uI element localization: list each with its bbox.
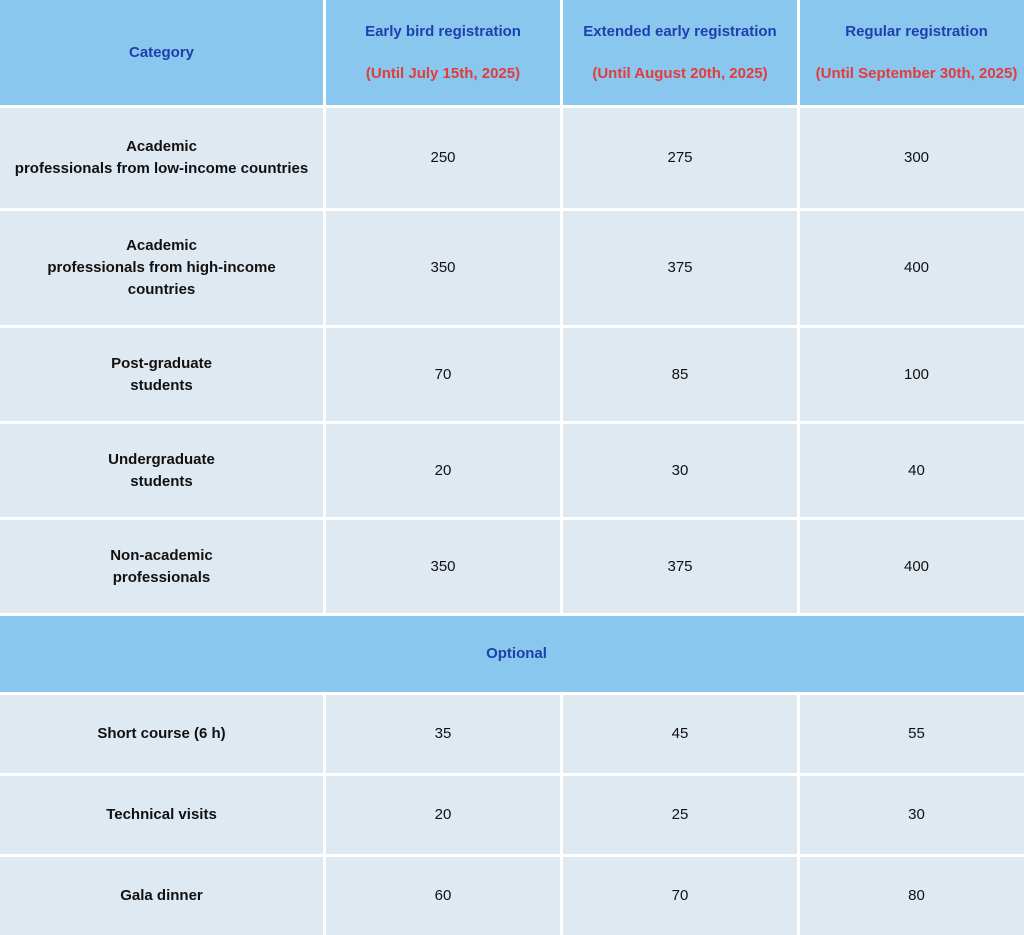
fee-cell: 30: [563, 424, 797, 517]
fee-cell: 20: [326, 424, 560, 517]
header-regular-cell: [800, 0, 1024, 105]
category-line: Short course (6 h): [97, 725, 226, 742]
category-line: professionals from low-income countries: [14, 160, 309, 177]
fee-cell: 35: [326, 695, 560, 773]
fee-cell: 300: [800, 108, 1024, 208]
category-line: students: [130, 472, 193, 490]
category-line: Academic: [126, 138, 197, 155]
header-early-bird-cell: [326, 0, 560, 105]
fee-cell: 25: [563, 776, 797, 854]
category-cell: [0, 695, 323, 773]
fee-cell: 275: [563, 108, 797, 208]
fee-cell: 350: [326, 520, 560, 613]
fee-cell: 400: [800, 211, 1024, 325]
category-line: professionals: [112, 568, 211, 586]
header-category-cell: [0, 0, 323, 105]
fee-cell: 375: [563, 211, 797, 325]
fee-cell: 30: [800, 776, 1024, 854]
category-cell: [0, 520, 323, 613]
category-line: Technical visits: [106, 806, 217, 823]
optional-label: Optional: [486, 645, 547, 662]
category-line: Undergraduate: [108, 450, 215, 468]
category-line: students: [130, 376, 193, 394]
header-extended-cell: [563, 0, 797, 105]
category-line: Post-graduate: [111, 354, 212, 372]
category-line: countries: [127, 281, 196, 298]
header-extended-date: (Until August 20th, 2025): [592, 64, 768, 82]
fee-cell: 375: [563, 520, 797, 613]
fee-cell: 250: [326, 108, 560, 208]
category-cell: [0, 211, 323, 325]
category-cell: [0, 424, 323, 517]
header-category-label: Category: [128, 43, 195, 61]
category-line: Non-academic: [110, 546, 213, 564]
fee-cell: 55: [800, 695, 1024, 773]
fee-cell: 45: [563, 695, 797, 773]
category-cell: [0, 776, 323, 854]
fee-cell: 40: [800, 424, 1024, 517]
header-regular-date: (Until September 30th, 2025): [815, 64, 1018, 82]
fee-cell: 60: [326, 857, 560, 935]
category-line: Academic: [126, 237, 197, 254]
category-cell: [0, 857, 323, 935]
fee-cell: 70: [563, 857, 797, 935]
fee-cell: 85: [563, 328, 797, 421]
header-early-bird-date: (Until July 15th, 2025): [365, 64, 521, 82]
fee-cell: 20: [326, 776, 560, 854]
optional-section-header: [0, 616, 1024, 692]
fee-cell: 400: [800, 520, 1024, 613]
fee-cell: 70: [326, 328, 560, 421]
category-line: Gala dinner: [120, 887, 203, 904]
header-early-bird-title: Early bird registration: [365, 22, 521, 40]
fee-cell: 80: [800, 857, 1024, 935]
category-cell: [0, 108, 323, 208]
fee-cell: 350: [326, 211, 560, 325]
fee-cell: 100: [800, 328, 1024, 421]
category-line: professionals from high-income: [47, 259, 276, 276]
header-regular-title: Regular registration: [845, 22, 988, 40]
category-cell: [0, 328, 323, 421]
header-extended-title: Extended early registration: [583, 22, 777, 40]
